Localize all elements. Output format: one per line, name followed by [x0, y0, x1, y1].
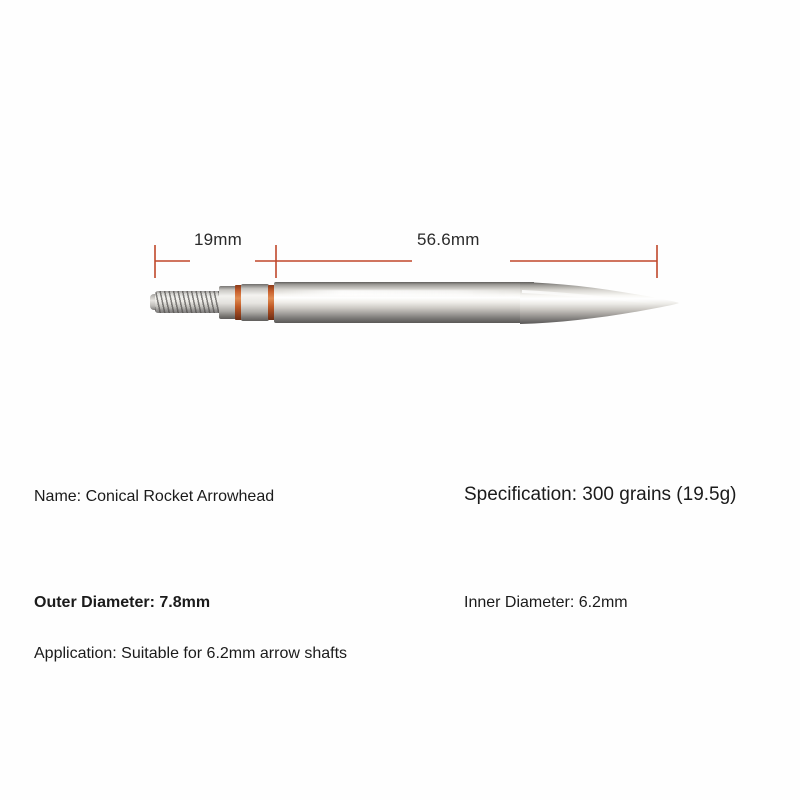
- spec-application: Application: Suitable for 6.2mm arrow shafts: [34, 645, 348, 662]
- specification-block: [0, 484, 800, 698]
- dimension-label-body-length: 56.6mm: [417, 230, 480, 249]
- spec-name: Name: Conical Rocket Arrowhead: [34, 488, 275, 505]
- spec-specification: Specification: 300 grains (19.5g): [464, 484, 737, 505]
- dimension-label-thread-length: 19mm: [194, 230, 243, 249]
- spec-outer-diameter: Outer Diameter: 7.8mm: [34, 594, 211, 611]
- spec-inner-diameter: Inner Diameter: 6.2mm: [464, 594, 628, 611]
